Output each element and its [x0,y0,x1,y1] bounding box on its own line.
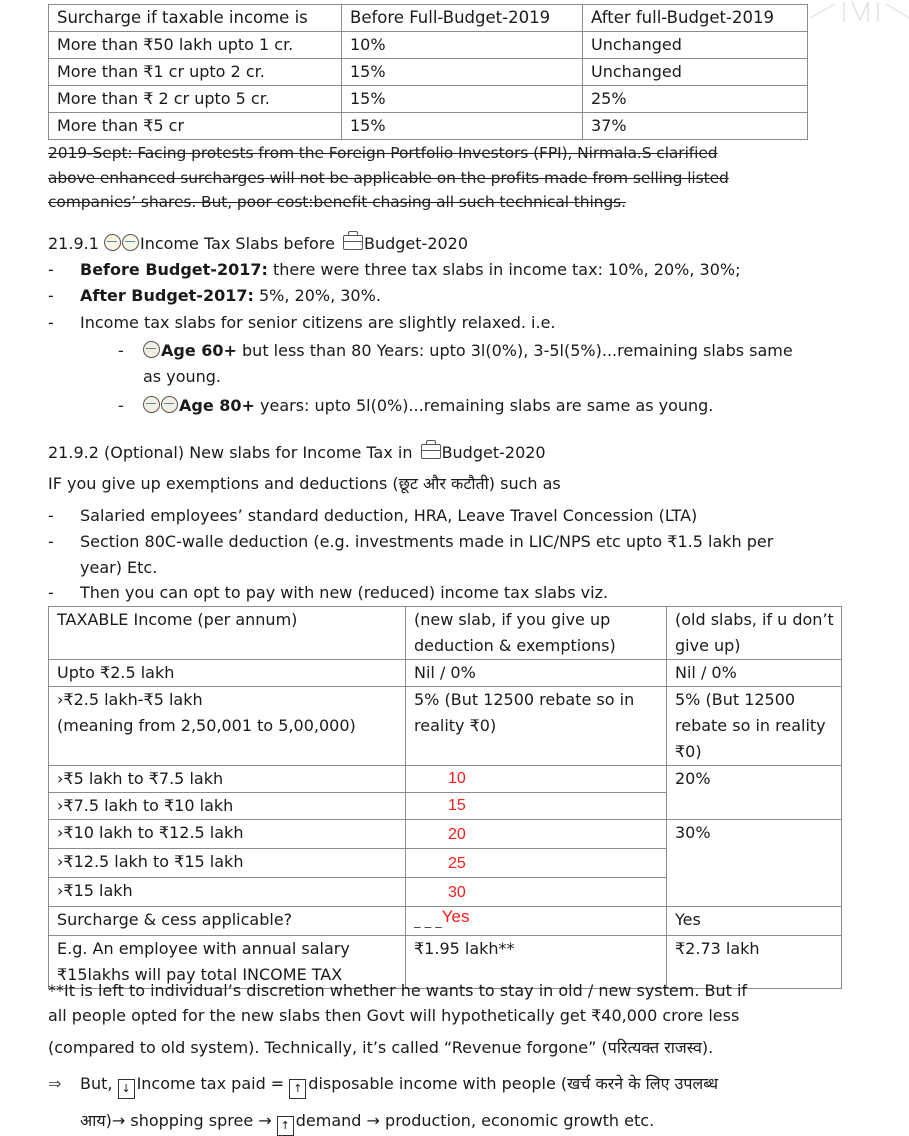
table-row [49,86,808,113]
table-cell: More than ₹50 lakh upto 1 cr. [49,32,342,59]
bullet-dash: - [48,583,54,602]
section-title-budget: Budget-2020 [364,234,469,253]
bullet-text: 5%, 20%, 30%. [253,286,381,305]
increase-arrow-icon: ↑ [289,1079,306,1099]
bullet-dash: - [48,313,54,332]
new-slab-rate: 30 [406,878,667,907]
header-cell: (new slab, if you give up deduction & exemptions) [406,607,667,660]
table-row [49,907,842,936]
table-cell: E.g. An employee with annual salary ₹15lakhs will pay total INCOME TAX [49,936,406,989]
header-cell: TAXABLE Income (per annum) [49,607,406,660]
bullet-text: Salaried employees’ standard deduction, HRA, Leave Travel Concession (LTA) [80,506,698,525]
section-heading-21-9-2 [48,441,546,465]
surcharge-table [48,4,808,140]
table-cell: 25% [583,86,808,113]
bullet-dash: - [118,396,124,415]
old-man-emoji-icon [143,341,160,358]
table-row [49,820,842,849]
old-slab-rate: 20% [667,766,842,820]
bullet-dash: - [48,506,54,525]
table-row [49,660,842,687]
bullet-item [48,311,556,335]
table-row [49,766,842,793]
bullet-text: Then you can opt to pay with new (reduced) income tax slabs viz. [80,583,609,602]
struck-note-line: above enhanced surcharges will not be applicable on the profits made from selling listed [48,168,729,187]
header-cell: Surcharge if taxable income is [49,5,342,32]
bullet-item [48,530,774,554]
bullet-text: there were three tax slabs in income tax: 10%, 20%, 30%; [267,260,741,279]
conclusion-line [80,1109,654,1136]
bullet-item [48,284,381,308]
conclusion-text: demand → production, economic growth etc. [295,1111,655,1130]
conclusion-text: But, [80,1074,118,1093]
briefcase-icon [421,444,441,459]
table-cell: 15% [342,113,583,140]
table-cell: 37% [583,113,808,140]
struck-note-line: companies’ shares. But, poor cost:benefit chasing all such technical things. [48,193,626,211]
section-heading-21-9-1 [48,232,468,256]
table-cell: 15% [342,86,583,113]
new-slab-rate: 15 [406,793,667,820]
bullet-continuation: year) Etc. [80,558,158,577]
table-cell: Nil / 0% [667,660,842,687]
bullet-item [48,504,698,528]
blank-marker: _ _ _ [414,914,442,929]
bullet-bold: After Budget-2017: [80,286,254,305]
header-cell: After full-Budget-2019 [583,5,808,32]
bullet-dash: - [48,260,54,279]
table-cell: Surcharge & cess applicable? [49,907,406,936]
footnote-line: (compared to old system). Technically, it’s called “Revenue forgone” (परित्यक्त राजस्व). [48,1038,714,1057]
sub-bullet-text: years: upto 5l(0%)...remaining slabs are same as young. [254,396,714,415]
table-cell: Unchanged [583,32,808,59]
footnote-line: all people opted for the new slabs then Govt will hypothetically get ₹40,000 crore less [48,1006,740,1025]
table-cell [406,907,667,936]
table-cell: ₹1.95 lakh** [406,936,667,989]
table-row [49,59,808,86]
table-cell: ›₹15 lakh [49,878,406,907]
table-row [49,32,808,59]
section-title-budget: Budget-2020 [441,443,546,462]
watermark-logo-icon [810,0,909,40]
table-row [49,687,842,766]
sub-bullet-item [118,339,793,363]
table-cell: 10% [342,32,583,59]
sub-bullet-item [118,394,714,418]
table-header-row [49,5,808,32]
bullet-bold: Before Budget-2017: [80,260,268,279]
new-surcharge-value: Yes [441,907,470,926]
implies-arrow-icon: ⇒ [48,1074,62,1093]
header-cell: (old slabs, if u don’t give up) [667,607,842,660]
table-cell: 5% (But 12500 rebate so in reality ₹0) [667,687,842,766]
section-title: (Optional) New slabs for Income Tax in [103,443,418,462]
watermark-logo [810,0,909,40]
table-cell: 5% (But 12500 rebate so in reality ₹0) [406,687,667,766]
sub-bullet-bold: Age 80+ [179,396,255,415]
sub-bullet-continuation: as young. [143,367,222,386]
bullet-text: Section 80C-walle deduction (e.g. investments made in LIC/NPS etc upto ₹1.5 lakh per [80,532,774,551]
section-number: 21.9.1 [48,234,99,253]
header-cell: Before Full-Budget-2019 [342,5,583,32]
struck-note [48,141,828,215]
table-cell: ›₹12.5 lakh to ₹15 lakh [49,849,406,878]
table-header-row [49,607,842,660]
footnote-line: **It is left to individual’s discretion whether he wants to stay in old / new system. But if [48,981,748,1000]
old-man-emoji-icon [143,396,160,413]
new-slab-rate: 20 [406,820,667,849]
old-slab-rate: 30% [667,820,842,907]
table-cell: ₹2.73 lakh [667,936,842,989]
bullet-item [48,581,609,605]
struck-note-line: 2019-Sept: Facing protests from the Foreign Portfolio Investors (FPI), Nirmala.S clarified [48,144,718,162]
briefcase-icon [343,235,363,250]
conclusion-text: disposable income with people (खर्च करने के लिए उपलब्ध [308,1074,719,1093]
old-man-emoji-icon [161,396,178,413]
table-cell: Unchanged [583,59,808,86]
new-slab-rate: 25 [406,849,667,878]
table-cell [49,687,406,766]
table-cell: Upto ₹2.5 lakh [49,660,406,687]
income-range: ›₹2.5 lakh-₹5 lakh [57,690,203,709]
conclusion-text: Income tax paid = [136,1074,290,1093]
table-cell: 15% [342,59,583,86]
table-cell: Yes [667,907,842,936]
increase-arrow-icon: ↑ [277,1116,294,1136]
bullet-item [48,258,741,282]
income-range-note: (meaning from 2,50,001 to 5,00,000) [57,716,356,735]
table-row [49,113,808,140]
section-number: 21.9.2 [48,443,99,462]
decrease-arrow-icon: ↓ [118,1079,135,1099]
bullet-dash: - [48,286,54,305]
sub-bullet-text: but less than 80 Years: upto 3l(0%), 3-5l(5%)...remaining slabs same [236,341,793,360]
table-cell: ›₹10 lakh to ₹12.5 lakh [49,820,406,849]
bullet-dash: - [48,532,54,551]
table-cell: ›₹5 lakh to ₹7.5 lakh [49,766,406,793]
table-cell: ›₹7.5 lakh to ₹10 lakh [49,793,406,820]
income-tax-slab-table [48,606,842,989]
table-cell: More than ₹1 cr upto 2 cr. [49,59,342,86]
bullet-text: Income tax slabs for senior citizens are slightly relaxed. i.e. [80,313,556,332]
section-title: Income Tax Slabs before [139,234,340,253]
table-cell: Nil / 0% [406,660,667,687]
conclusion-line [48,1072,719,1096]
table-cell: More than ₹ 2 cr upto 5 cr. [49,86,342,113]
old-man-emoji-icon [122,234,139,251]
young-man-emoji-icon [104,234,121,251]
bullet-dash: - [118,341,124,360]
intro-text: IF you give up exemptions and deductions (छूट और कटौती) such as [48,474,561,493]
sub-bullet-bold: Age 60+ [161,341,237,360]
conclusion-text: आय)→ shopping spree → [80,1111,277,1130]
new-slab-rate: 10 [406,766,667,793]
table-cell: More than ₹5 cr [49,113,342,140]
